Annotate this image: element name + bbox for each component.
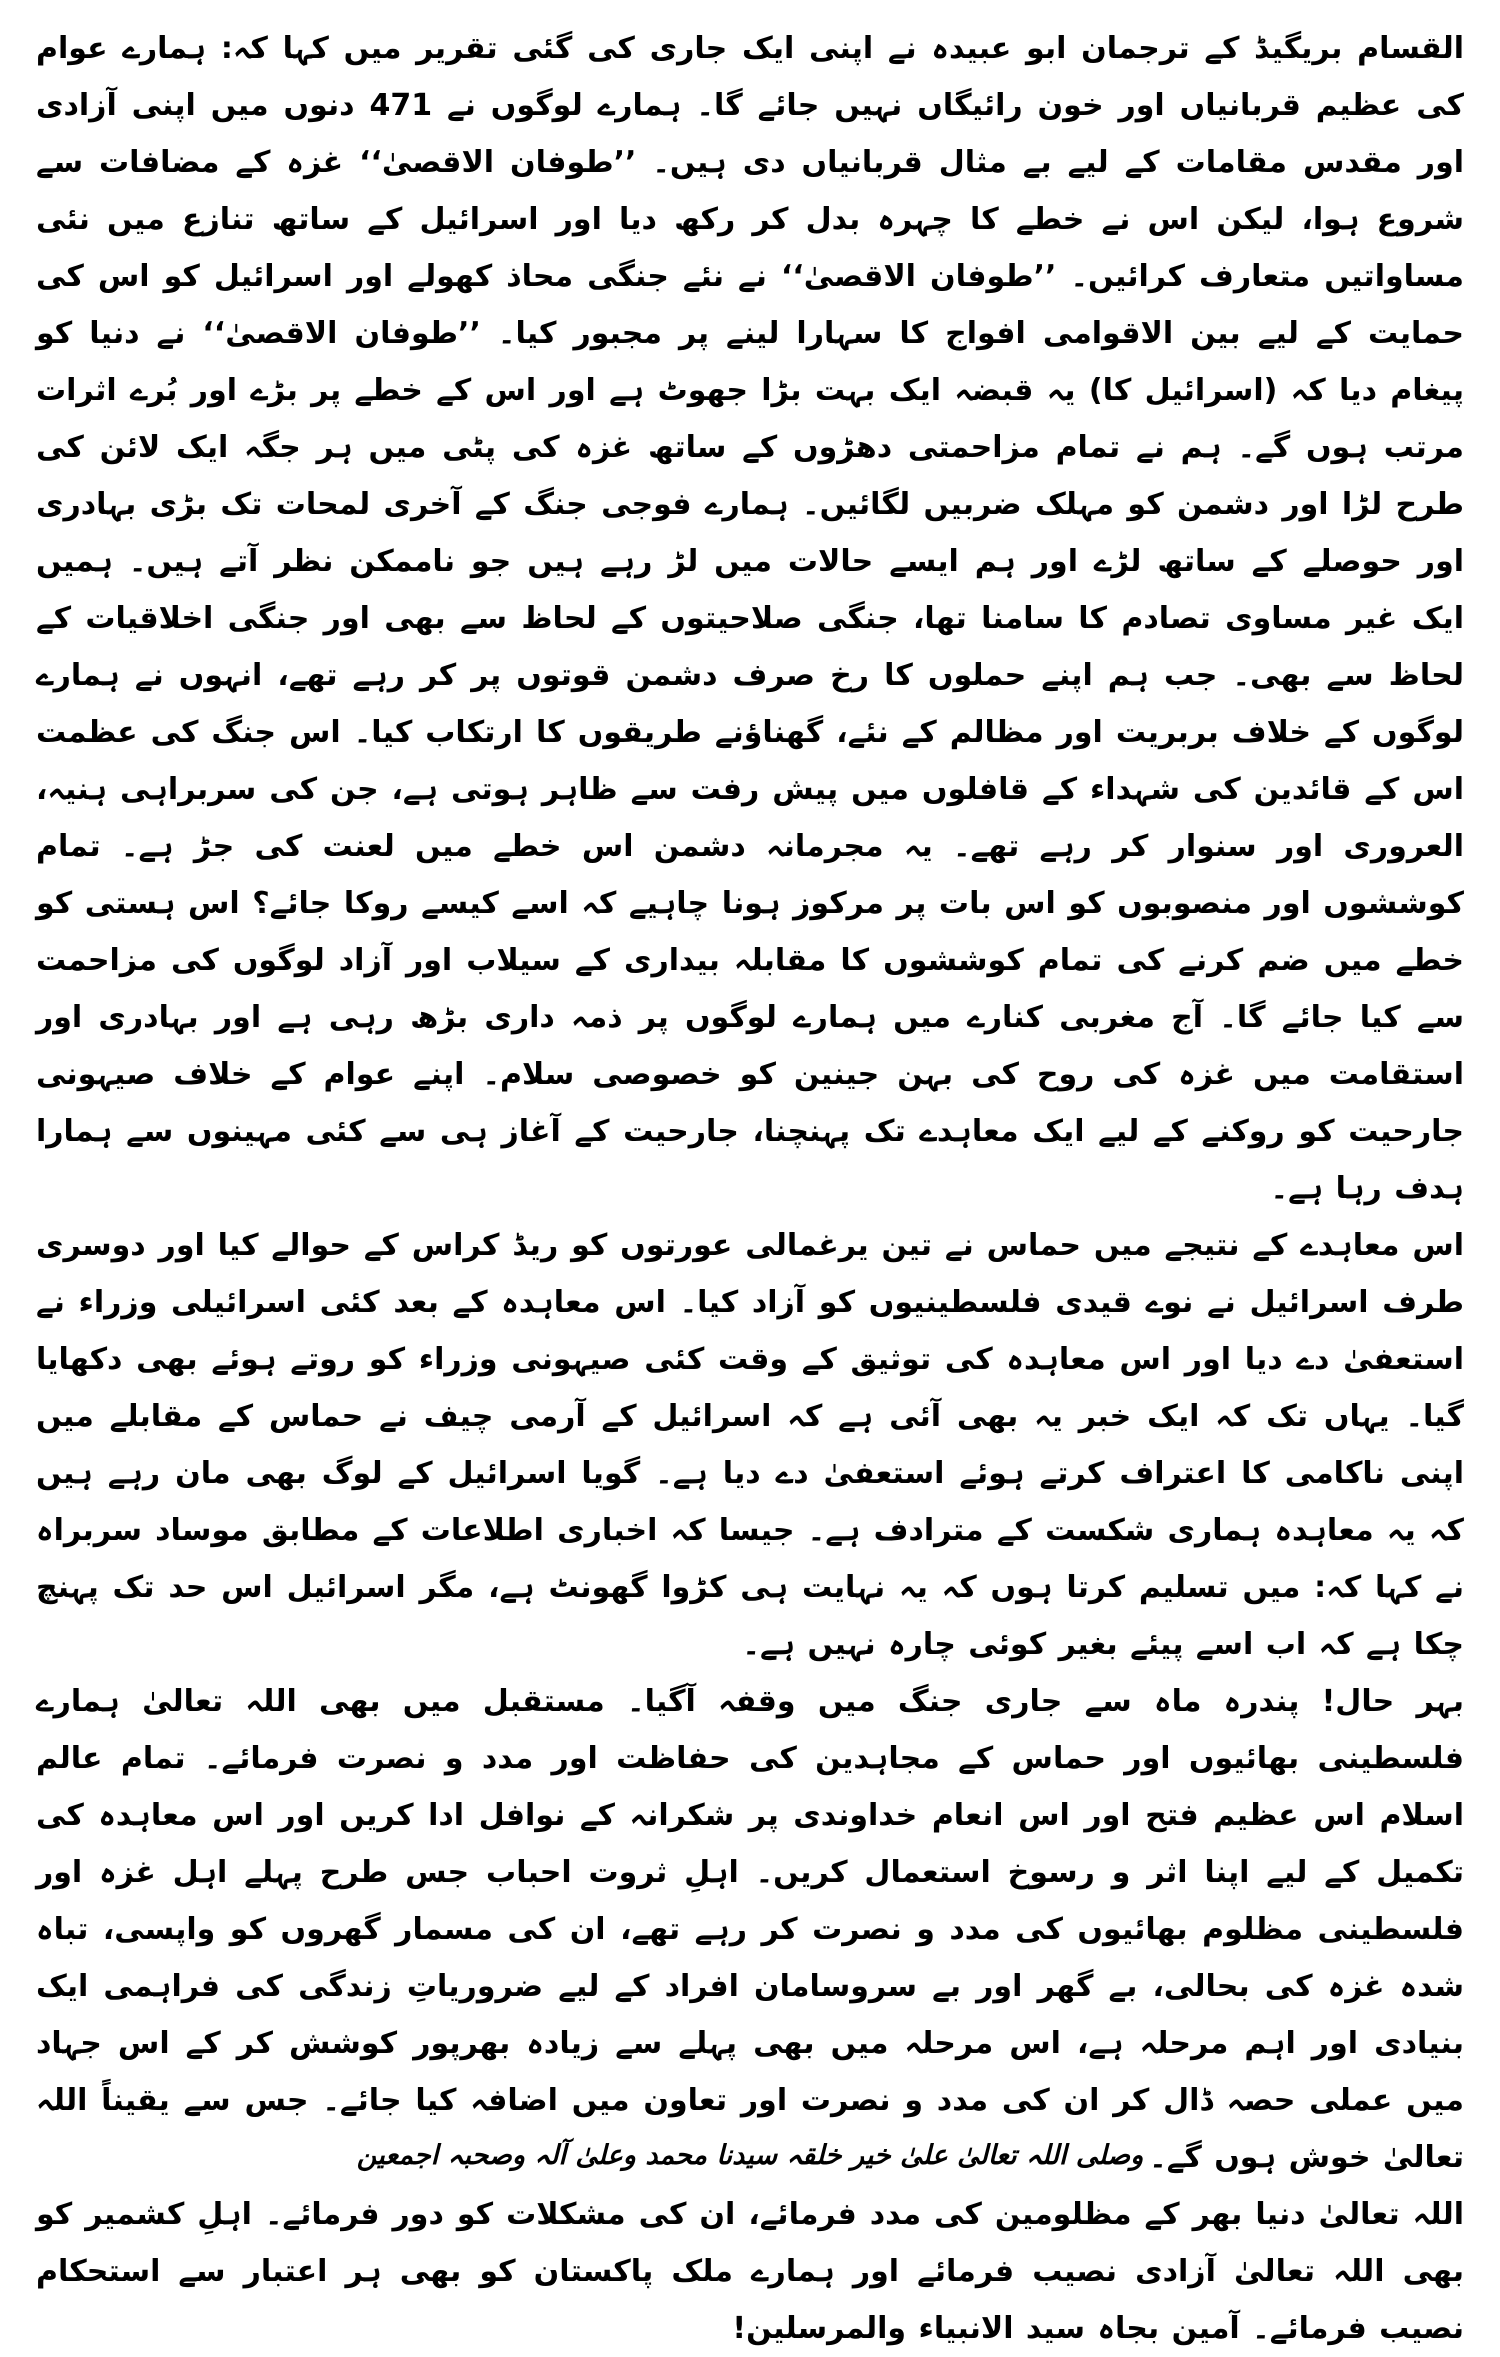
article-paragraph-1: القسام بریگیڈ کے ترجمان ابو عبیدہ نے اپنی ایک جاری کی گئی تقریر میں کہا کہ: ہمارے عوام کی عظیم قربانیاں اور خون رائیگاں نہیں جائے گا۔ ہمارے لوگوں نے 471 دنوں میں اپنی آزادی اور مقدس مقامات کے لیے بے مثال قربانیاں دی ہیں۔ ’’طوفان الاقصیٰ‘‘ غزہ کے مضافات سے شروع ہوا، لیکن اس نے خطے کا چہرہ بدل کر رکھ دیا اور اسرائیل کے ساتھ تنازع میں نئی مساواتیں متعارف کرائیں۔ ’’طوفان الاقصیٰ‘‘ نے نئے جنگی محاذ کھولے اور اسرائیل کو اس کی حمایت کے لیے بین الاقوامی افواج کا سہارا لینے پر مجبور کیا۔ ’’طوفان الاقصیٰ‘‘ نے دنیا کو پیغام دیا کہ (اسرائیل کا) یہ قبضہ ایک بہت بڑا جھوٹ ہے اور اس کے خطے پر بڑے اور بُرے اثرات مرتب ہوں گے۔ ہم نے تمام مزاحمتی دھڑوں کے ساتھ غزہ کی پٹی میں ہر جگہ ایک لائن کی طرح لڑا اور دشمن کو مہلک ضربیں لگائیں۔ ہمارے فوجی جنگ کے آخری لمحات تک بڑی بہادری اور حوصلے کے ساتھ لڑے اور ہم ایسے حالات میں لڑ رہے ہیں جو ناممکن نظر آتے ہیں۔ ہمیں ایک غیر مساوی تصادم کا سامنا تھا، جنگی صلاحیتوں کے لحاظ سے بھی اور جنگی اخلاقیات کے لحاظ سے بھی۔ جب ہم اپنے حملوں کا رخ صرف دشمن قوتوں پر کر رہے تھے، انہوں نے ہمارے لوگوں کے خلاف بربریت اور مظالم کے نئے، گھناؤنے طریقوں کا ارتکاب کیا۔ اس جنگ کی عظمت اس کے قائدین کی شہداء کے قافلوں میں پیش رفت سے ظاہر ہوتی ہے، جن کی سربراہی ہنیہ، العروری اور سنوار کر رہے تھے۔ یہ مجرمانہ دشمن اس خطے میں لعنت کی جڑ ہے۔ تمام کوششوں اور منصوبوں کو اس بات پر مرکوز ہونا چاہیے کہ اسے کیسے روکا جائے؟ اس ہستی کو خطے میں ضم کرنے کی تمام کوششوں کا مقابلہ بیداری کے سیلاب اور آزاد لوگوں کی مزاحمت سے کیا جائے گا۔ آج مغربی کنارے میں ہمارے لوگوں پر ذمہ داری بڑھ رہی ہے اور بہادری اور استقامت میں غزہ کی روح کی بہن جینین کو خصوصی سلام۔ اپنے عوام کے خلاف صیہونی جارحیت کو روکنے کے لیے ایک معاہدے تک پہنچنا، جارحیت کے آغاز ہی سے کئی مہینوں سے ہمارا ہدف رہا ہے۔ (36, 31, 1464, 1206)
closing-durood: وصلی اللہ تعالیٰ علیٰ خیر خلقہ سیدنا محمد وعلیٰ آلہ وصحبہ اجمعین (356, 2140, 1144, 2171)
article-paragraph-4: اللہ تعالیٰ دنیا بھر کے مظلومین کی مدد فرمائے، ان کی مشکلات کو دور فرمائے۔ اہلِ کشمیر کو بھی اللہ تعالیٰ آزادی نصیب فرمائے اور ہمارے ملک پاکستان کو بھی ہر اعتبار سے استحکام نصیب فرمائے۔ آمین بجاہ سید الانبیاء والمرسلین! (36, 2197, 1464, 2346)
article-page (36, 20, 1464, 2346)
article-paragraph-3: بہر حال! پندرہ ماہ سے جاری جنگ میں وقفہ آگیا۔ مستقبل میں بھی اللہ تعالیٰ ہمارے فلسطینی بھائیوں اور حماس کے مجاہدین کی حفاظت اور مدد و نصرت فرمائے۔ تمام عالم اسلام اس عظیم فتح اور اس انعام خداوندی پر شکرانہ کے نوافل ادا کریں اور اس معاہدہ کی تکمیل کے لیے اپنا اثر و رسوخ استعمال کریں۔ اہلِ ثروت احباب جس طرح پہلے اہل غزہ اور فلسطینی مظلوم بھائیوں کی مدد و نصرت کر رہے تھے، ان کی مسمار گھروں کو واپسی، تباہ شدہ غزہ کی بحالی، بے گھر اور بے سروسامان افراد کے لیے ضروریاتِ زندگی کی فراہمی ایک بنیادی اور اہم مرحلہ ہے، اس مرحلہ میں بھی پہلے سے زیادہ بھرپور کوشش کر کے اس جہاد میں عملی حصہ ڈال کر ان کی مدد و نصرت اور تعاون میں اضافہ کیا جائے۔ جس سے یقیناً اللہ تعالیٰ خوش ہوں گے۔ (36, 1684, 1464, 2175)
article-paragraph-2: اس معاہدے کے نتیجے میں حماس نے تین یرغمالی عورتوں کو ریڈ کراس کے حوالے کیا اور دوسری طرف اسرائیل نے نوے قیدی فلسطینیوں کو آزاد کیا۔ اس معاہدہ کے بعد کئی اسرائیلی وزراء نے استعفیٰ دے دیا اور اس معاہدہ کی توثیق کے وقت کئی صیہونی وزراء کو روتے ہوئے بھی دکھایا گیا۔ یہاں تک کہ ایک خبر یہ بھی آئی ہے کہ اسرائیل کے آرمی چیف نے حماس کے مقابلے میں اپنی ناکامی کا اعتراف کرتے ہوئے استعفیٰ دے دیا ہے۔ گویا اسرائیل کے لوگ بھی مان رہے ہیں کہ یہ معاہدہ ہماری شکست کے مترادف ہے۔ جیسا کہ اخباری اطلاعات کے مطابق موساد سربراہ نے کہا کہ: میں تسلیم کرتا ہوں کہ یہ نہایت ہی کڑوا گھونٹ ہے، مگر اسرائیل اس حد تک پہنچ چکا ہے کہ اب اسے پیئے بغیر کوئی چارہ نہیں ہے۔ (36, 1228, 1464, 1662)
